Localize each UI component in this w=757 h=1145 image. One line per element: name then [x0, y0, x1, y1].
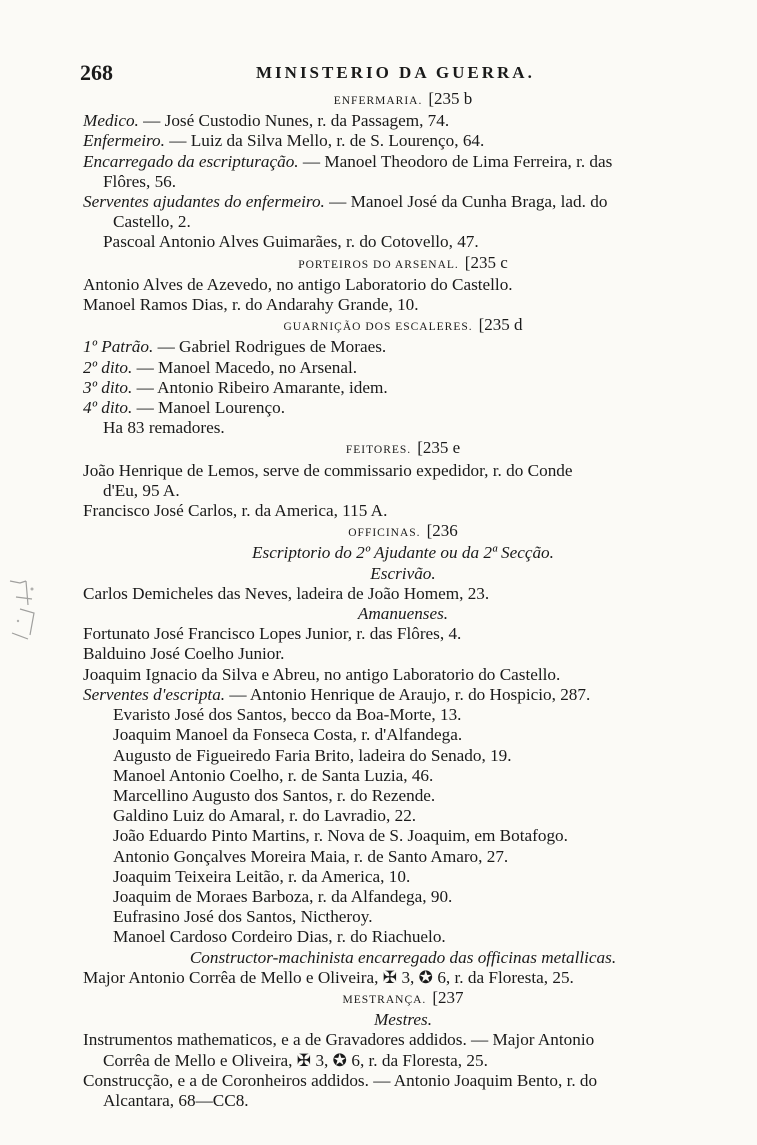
text-line: 3º dito. — Antonio Ribeiro Amarante, idem. — [83, 377, 388, 397]
section-title: ENFERMARIA. — [333, 95, 423, 107]
running-title: MINISTERIO DA GUERRA. — [256, 63, 535, 82]
text-line: 4º dito. — Manoel Lourenço. — [83, 398, 285, 418]
text-line: 1º Patrão. — Gabriel Rodrigues de Moraes. — [83, 337, 387, 357]
section-ref: [237 — [432, 987, 464, 1007]
section-ref: [235 e — [417, 438, 461, 458]
text-line: Augusto de Figueiredo Faria Brito, ladeira do Senado, 19. — [113, 745, 512, 765]
text-line: Medico. — José Custodio Nunes, r. da Passagem, 74. — [83, 111, 450, 131]
text-line: Serventes d'escripta. — Antonio Henrique de Araujo, r. do Hospicio, 287. — [83, 684, 591, 704]
role-label: Encarregado da escripturação. — [83, 151, 299, 171]
text-line: Joaquim de Moraes Barboza, r. da Alfandega, 90. — [113, 886, 453, 906]
text-line: Marcellino Augusto dos Santos, r. do Rezende. — [113, 785, 436, 805]
section-heading — [83, 521, 723, 543]
role-label: 1º Patrão. — [83, 337, 154, 357]
page-header — [80, 60, 720, 90]
text-line: Carlos Demicheles das Neves, ladeira de João Homem, 23. — [83, 583, 490, 603]
section-heading — [83, 438, 723, 460]
section-title: GUARNIÇÃO DOS ESCALERES. — [283, 321, 473, 334]
page-number: 268 — [80, 60, 113, 85]
text-line: Galdino Luiz do Amaral, r. do Lavradio, 22. — [113, 806, 417, 826]
section-ref: [235 c — [464, 252, 508, 272]
text-line: Joaquim Manoel da Fonseca Costa, r. d'Alfandega. — [113, 725, 463, 745]
subheading: Escrivão. — [370, 563, 436, 583]
text-line: Pascoal Antonio Alves Guimarães, r. do Cotovello, 47. — [103, 232, 479, 252]
section-title: PORTEIROS DO ARSENAL. — [298, 258, 459, 271]
text-line: João Henrique de Lemos, serve de commissario expedidor, r. do Conde — [83, 460, 573, 480]
text-line: Joaquim Teixeira Leitão, r. da America, 10. — [113, 866, 411, 886]
subheading: Amanuenses. — [357, 604, 449, 624]
role-label: Enfermeiro. — [83, 131, 165, 151]
text-line: Manoel Ramos Dias, r. do Andarahy Grande, 10. — [83, 295, 419, 315]
text-line: Evaristo José dos Santos, becco da Boa-Morte, 13. — [113, 705, 462, 725]
text-line: Instrumentos mathematicos, e a de Gravadores addidos. — Major Antonio — [83, 1030, 595, 1050]
subheading: Escriptorio do 2º Ajudante ou da 2ª Secção. — [252, 543, 554, 563]
text-line: Alcantara, 68—CC8. — [103, 1090, 249, 1110]
role-label: Medico. — [83, 111, 139, 131]
text-line: Antonio Alves de Azevedo, no antigo Laboratorio do Castello. — [83, 274, 513, 294]
subheading: Constructor-machinista encarregado das officinas metallicas. — [189, 947, 617, 967]
text-line: Francisco José Carlos, r. da America, 115 A. — [83, 501, 388, 521]
text-line: Corrêa de Mello e Oliveira, ✠ 3, ✪ 6, r. da Floresta, 25. — [103, 1050, 488, 1070]
role-label: 4º dito. — [83, 398, 133, 418]
role-label: Serventes d'escripta. — [83, 684, 226, 704]
text-line: Fortunato José Francisco Lopes Junior, r. das Flôres, 4. — [83, 624, 462, 644]
text-line: Ha 83 remadores. — [103, 418, 225, 438]
section-title: OFFICINAS. — [348, 527, 421, 540]
section-heading — [83, 315, 723, 337]
text-line: Balduino José Coelho Junior. — [83, 644, 285, 664]
section-ref: [235 d — [478, 315, 523, 335]
text-line: Construcção, e a de Coronheiros addidos. — Antonio Joaquim Bento, r. do — [83, 1070, 598, 1090]
section-heading — [83, 988, 723, 1010]
text-line: Castello, 2. — [113, 212, 191, 232]
text-line: Flôres, 56. — [103, 171, 177, 191]
text-line: Serventes ajudantes do enfermeiro. — Manoel José da Cunha Braga, lad. do — [83, 192, 608, 212]
text-line: Manoel Cardoso Cordeiro Dias, r. do Riachuelo. — [113, 927, 446, 947]
subheading: Mestres. — [373, 1010, 433, 1030]
role-label: 3º dito. — [83, 377, 133, 397]
text-line: 2º dito. — Manoel Macedo, no Arsenal. — [83, 357, 358, 377]
role-label: Serventes ajudantes do enfermeiro. — [83, 192, 325, 212]
section-ref: [236 — [426, 521, 458, 541]
section-heading — [83, 253, 723, 275]
text-line: Enfermeiro. — Luiz da Silva Mello, r. de S. Lourenço, 64. — [83, 131, 485, 151]
section-ref: [235 b — [428, 89, 473, 108]
section-heading — [83, 89, 723, 111]
text-line: Major Antonio Corrêa de Mello e Oliveira, ✠ 3, ✪ 6, r. da Floresta, 25. — [83, 967, 574, 987]
role-label: 2º dito. — [83, 357, 133, 377]
margin-stain-icon — [6, 575, 38, 645]
document-body — [83, 89, 723, 1111]
text-line: d'Eu, 95 A. — [103, 480, 180, 500]
text-line: Eufrasino José dos Santos, Nictheroy. — [113, 907, 373, 927]
section-title: FEITORES. — [345, 444, 412, 457]
text-line: Antonio Gonçalves Moreira Maia, r. de Santo Amaro, 27. — [113, 846, 509, 866]
text-line: Joaquim Ignacio da Silva e Abreu, no antigo Laboratorio do Castello. — [83, 664, 561, 684]
text-line: Encarregado da escripturação. — Manoel Theodoro de Lima Ferreira, r. das — [83, 151, 613, 171]
text-line: João Eduardo Pinto Martins, r. Nova de S. Joaquim, em Botafogo. — [113, 826, 568, 846]
section-title: MESTRANÇA. — [342, 993, 427, 1006]
text-line: Manoel Antonio Coelho, r. de Santa Luzia, 46. — [113, 765, 434, 785]
